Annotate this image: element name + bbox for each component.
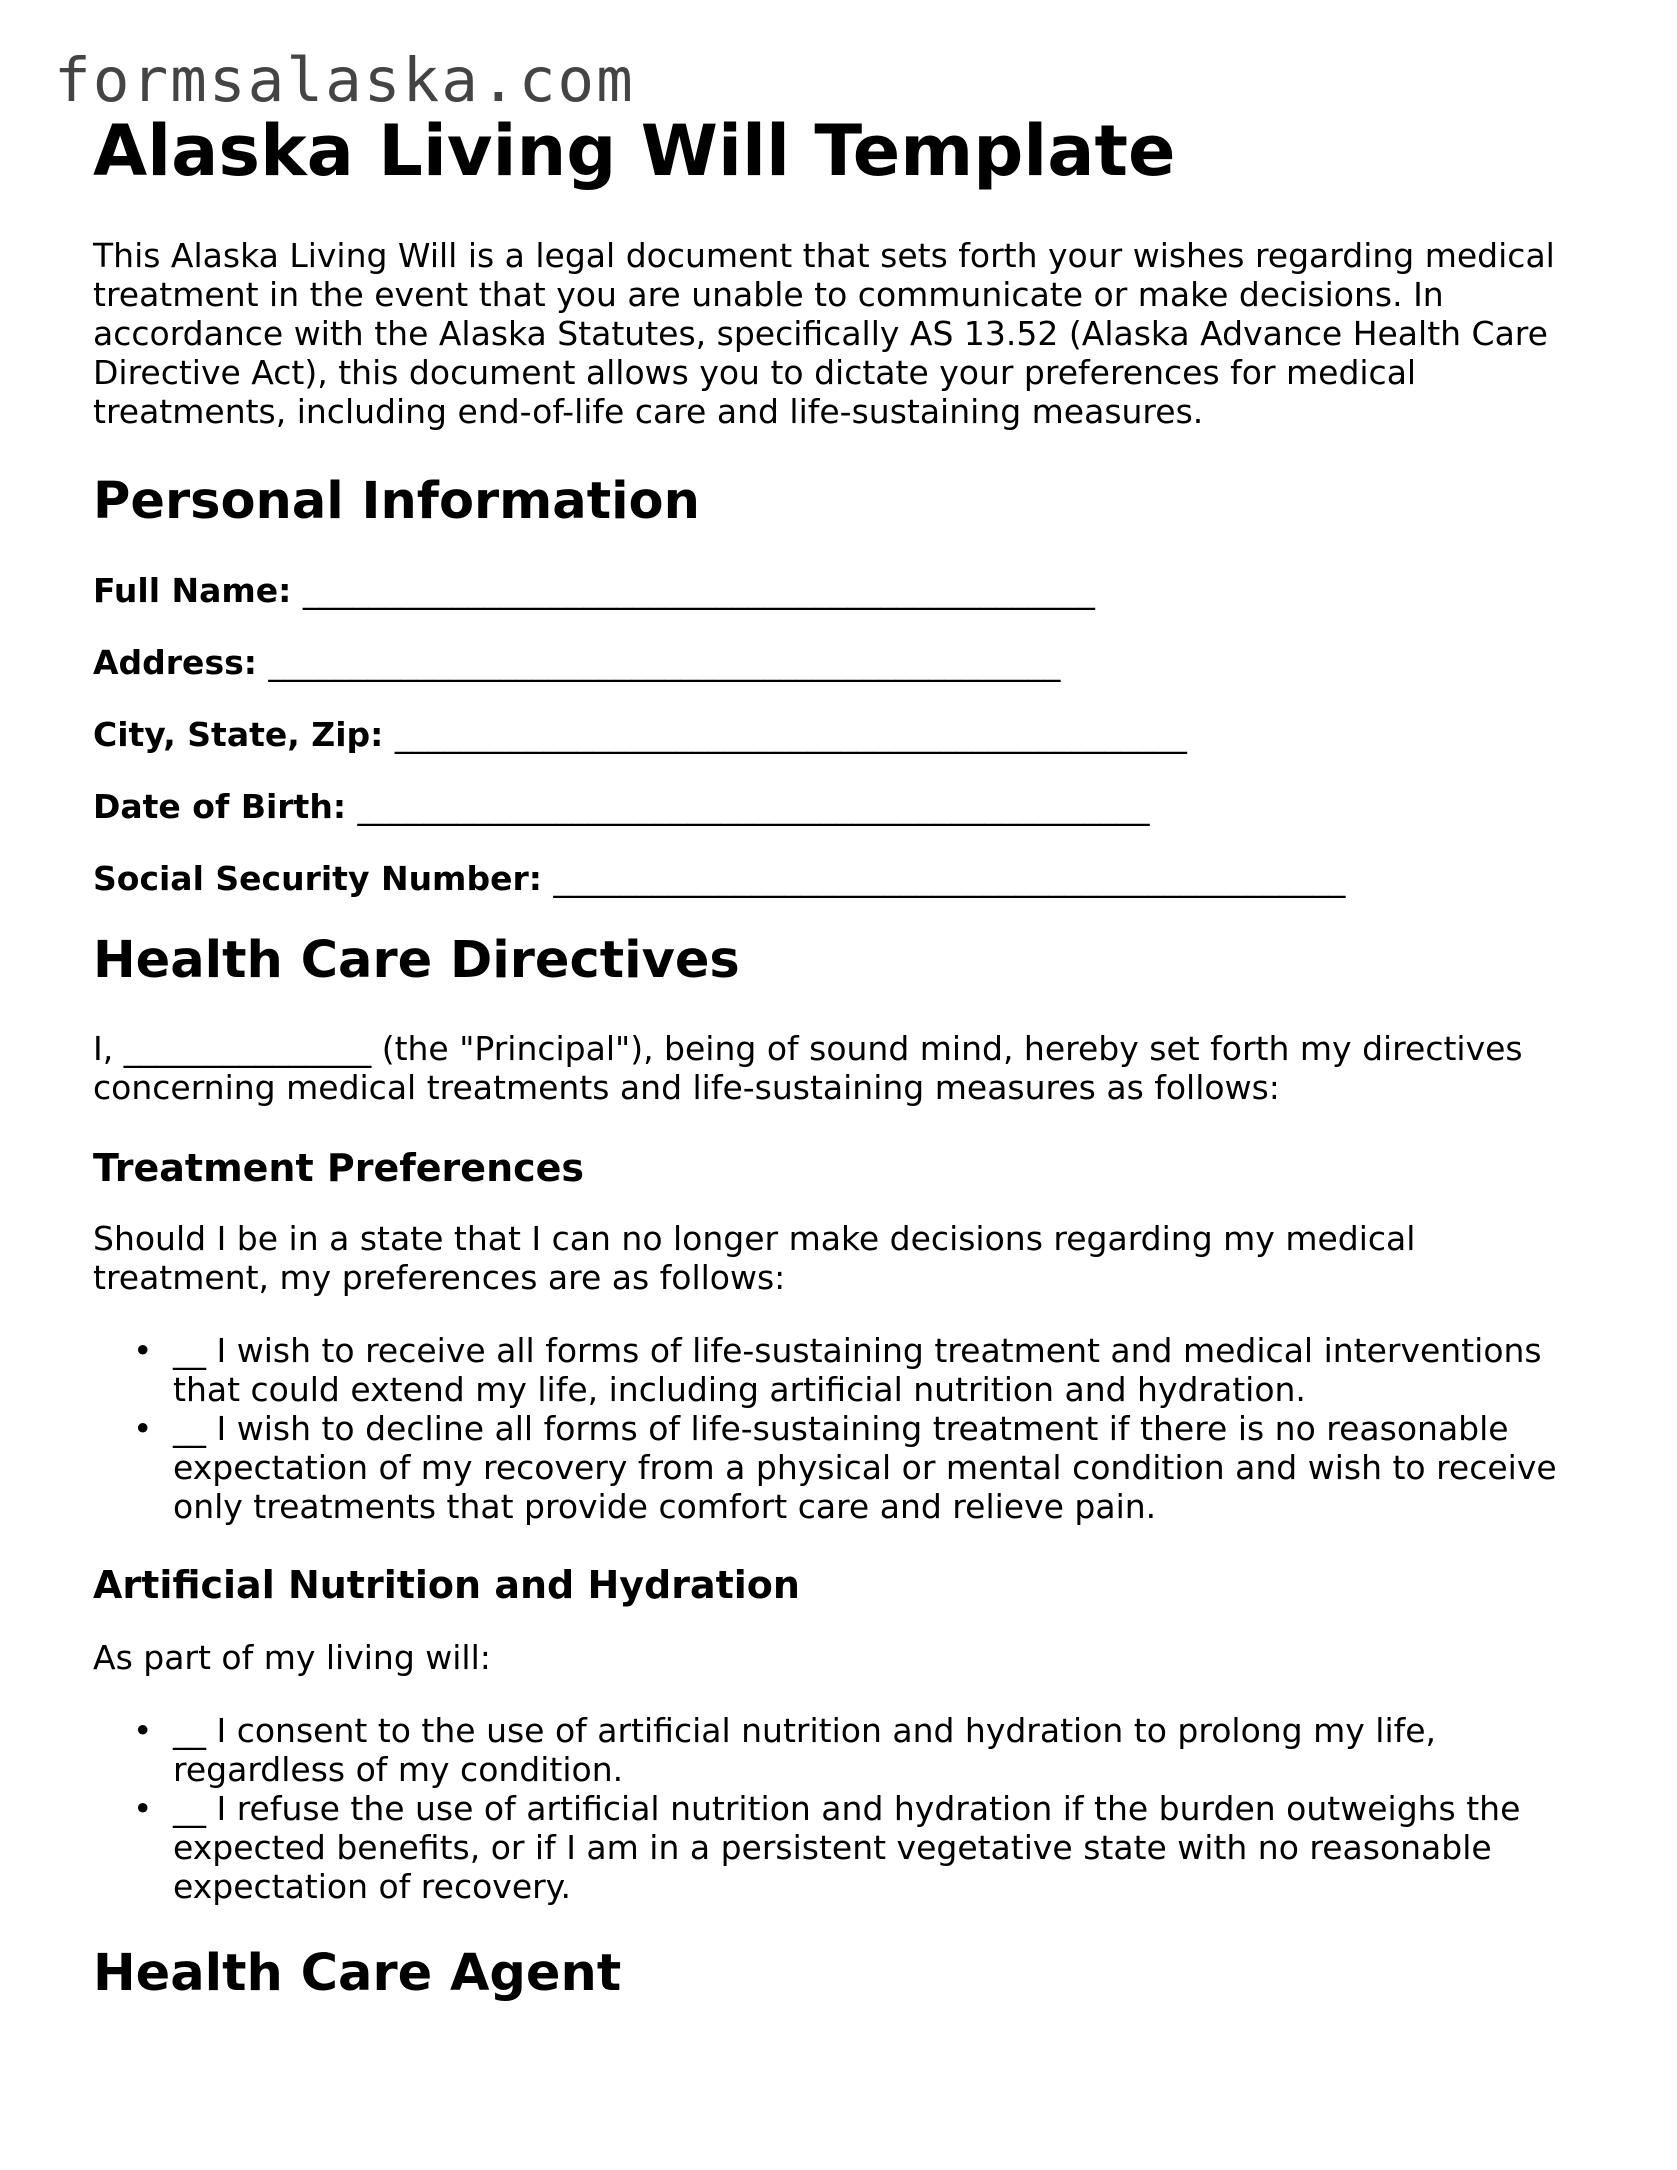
treatment-preferences-heading: Treatment Preferences xyxy=(93,1146,585,1190)
date-of-birth-field[interactable] xyxy=(93,787,1593,826)
list-item[interactable] xyxy=(133,1789,1593,1906)
directives-heading: Health Care Directives xyxy=(93,931,740,990)
field-blank[interactable]: ________________________________________________ xyxy=(268,643,1061,682)
full-name-field[interactable] xyxy=(93,571,1593,610)
field-label: City, State, Zip: xyxy=(93,715,384,754)
health-care-agent-heading: Health Care Agent xyxy=(93,1944,622,2003)
nutrition-intro: As part of my living will: xyxy=(93,1638,491,1677)
field-blank[interactable]: ________________________________________________ xyxy=(394,715,1187,754)
bullet-icon: • xyxy=(133,1711,153,1750)
field-label: Date of Birth: xyxy=(93,787,347,826)
option-text: __ I wish to decline all forms of life-sustaining treatment if there is no reasonable expectation of my recovery from a physical or mental condition and wish to receive only treatments that provide comfort care and relieve pain. xyxy=(173,1409,1557,1526)
field-label: Full Name: xyxy=(93,571,292,610)
bullet-icon: • xyxy=(133,1331,153,1370)
field-blank[interactable]: ________________________________________________ xyxy=(302,571,1095,610)
field-label: Address: xyxy=(93,643,257,682)
nutrition-hydration-heading: Artificial Nutrition and Hydration xyxy=(93,1563,800,1607)
intro-paragraph: This Alaska Living Will is a legal document that sets forth your wishes regarding medical treatment in the event that you are unable to communicate or make decisions. In accordance with the Alaska Statutes, specifically AS 13.52 (Alaska Advance Health Care Directive Act), this document allows you to dictate your preferences for medical treatments, including end-of-life care and life-sustaining measures. xyxy=(93,236,1555,431)
field-blank[interactable]: ________________________________________________ xyxy=(357,787,1150,826)
city-state-zip-field[interactable] xyxy=(93,715,1593,754)
list-item[interactable] xyxy=(133,1409,1593,1526)
option-text: __ I refuse the use of artificial nutrition and hydration if the burden outweighs the expected benefits, or if I am in a persistent vegetative state with no reasonable expectation of recovery. xyxy=(173,1789,1521,1906)
list-item[interactable] xyxy=(133,1711,1593,1789)
field-label: Social Security Number: xyxy=(93,859,542,898)
bullet-icon: • xyxy=(133,1789,153,1828)
document-title: Alaska Living Will Template xyxy=(93,110,1176,192)
site-watermark: formsalaska.com xyxy=(54,45,635,116)
treatment-options-list xyxy=(93,1331,1593,1526)
ssn-field[interactable] xyxy=(93,859,1593,898)
principal-statement: I, _______________ (the "Principal"), being of sound mind, hereby set forth my directives concerning medical treatments and life-sustaining measures as follows: xyxy=(93,1029,1523,1107)
document-body xyxy=(93,110,1593,2004)
bullet-icon: • xyxy=(133,1409,153,1448)
personal-info-heading: Personal Information xyxy=(93,472,700,531)
treatment-intro: Should I be in a state that I can no longer make decisions regarding my medical treatment, my preferences are as follows: xyxy=(93,1219,1416,1297)
nutrition-options-list xyxy=(93,1711,1593,1906)
option-text: __ I consent to the use of artificial nutrition and hydration to prolong my life, regardless of my condition. xyxy=(173,1711,1437,1789)
list-item[interactable] xyxy=(133,1331,1593,1409)
address-field[interactable] xyxy=(93,643,1593,682)
option-text: __ I wish to receive all forms of life-sustaining treatment and medical interventions that could extend my life, including artificial nutrition and hydration. xyxy=(173,1331,1542,1409)
field-blank[interactable]: ________________________________________________ xyxy=(553,859,1346,898)
